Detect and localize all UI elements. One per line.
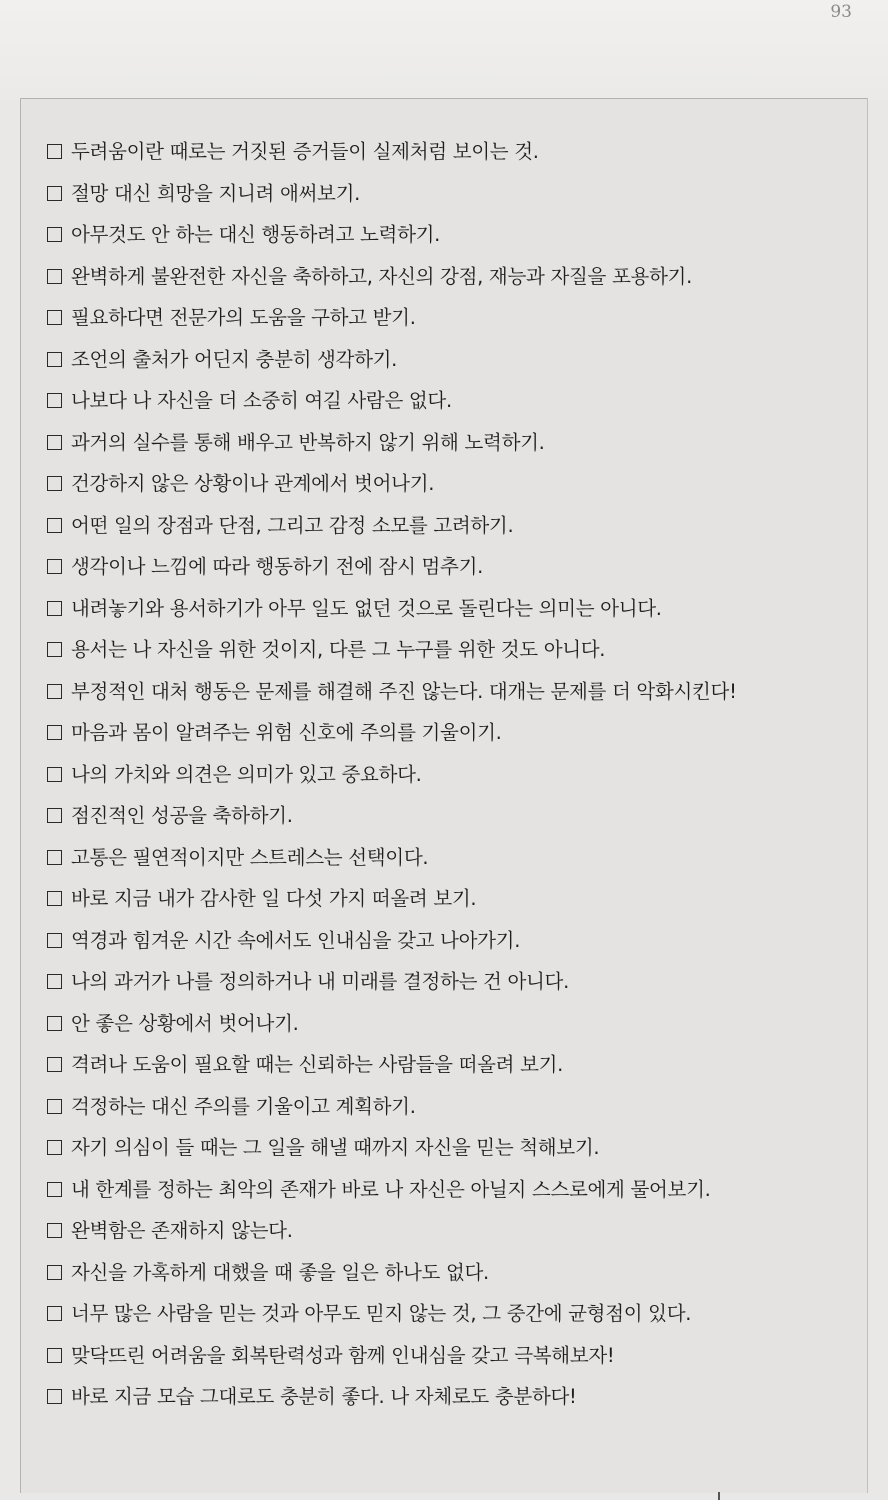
list-item-text: 나의 과거가 나를 정의하거나 내 미래를 결정하는 건 아니다.	[71, 970, 569, 993]
list-item-text: 내 한계를 정하는 최악의 존재가 바로 나 자신은 아닐지 스스로에게 물어보기.	[71, 1177, 711, 1201]
list-item	[47, 629, 857, 671]
list-item	[47, 297, 857, 339]
list-item	[47, 1003, 857, 1045]
checkbox[interactable]	[47, 1306, 62, 1321]
checkbox[interactable]	[47, 1099, 62, 1114]
list-item	[47, 1127, 857, 1169]
page-edge-mark	[718, 1492, 720, 1500]
list-item-text: 두려움이란 때로는 거짓된 증거들이 실제처럼 보이는 것.	[71, 140, 539, 163]
list-item	[47, 422, 857, 464]
list-item-text: 어떤 일의 장점과 단점, 그리고 감정 소모를 고려하기.	[71, 513, 514, 537]
list-item-text: 자기 의심이 들 때는 그 일을 해낼 때까지 자신을 믿는 척해보기.	[71, 1136, 600, 1159]
list-item-text: 절망 대신 희망을 지니려 애써보기.	[71, 181, 361, 205]
list-item-text: 완벽하게 불완전한 자신을 축하하고, 자신의 강점, 재능과 자질을 포용하기.	[71, 264, 692, 288]
checkbox[interactable]	[47, 684, 62, 699]
list-item-text: 아무것도 안 하는 대신 행동하려고 노력하기.	[71, 223, 441, 246]
list-item	[47, 380, 857, 422]
checkbox[interactable]	[47, 974, 62, 989]
list-item	[47, 131, 857, 173]
list-item	[47, 1293, 857, 1335]
checkbox[interactable]	[47, 352, 62, 367]
list-item	[47, 1252, 857, 1294]
list-item	[47, 671, 857, 713]
checkbox[interactable]	[47, 435, 62, 450]
checkbox[interactable]	[47, 601, 62, 616]
list-item	[47, 1335, 857, 1377]
list-item	[47, 961, 857, 1003]
list-item-text: 부정적인 대처 행동은 문제를 해결해 주진 않는다. 대개는 문제를 더 악화시킨다!	[71, 679, 737, 703]
list-item-text: 마음과 몸이 알려주는 위험 신호에 주의를 기울이기.	[71, 721, 502, 744]
list-item-text: 바로 지금 내가 감사한 일 다섯 가지 떠올려 보기.	[71, 887, 477, 910]
checkbox[interactable]	[47, 1140, 62, 1155]
checkbox[interactable]	[47, 476, 62, 491]
checkbox[interactable]	[47, 1016, 62, 1031]
list-item	[47, 712, 857, 754]
list-item	[47, 837, 857, 879]
checkbox[interactable]	[47, 808, 62, 823]
checkbox[interactable]	[47, 144, 62, 159]
page-top-margin	[0, 0, 888, 100]
list-item-text: 바로 지금 모습 그대로도 충분히 좋다. 나 자체로도 충분하다!	[71, 1385, 577, 1408]
list-item-text: 나보다 나 자신을 더 소중히 여길 사람은 없다.	[71, 389, 452, 412]
list-item	[47, 1044, 857, 1086]
checkbox[interactable]	[47, 1389, 62, 1404]
checkbox[interactable]	[47, 891, 62, 906]
list-item-text: 나의 가치와 의견은 의미가 있고 중요하다.	[71, 762, 422, 786]
checkbox[interactable]	[47, 1265, 62, 1280]
list-item	[47, 173, 857, 215]
list-item-text: 자신을 가혹하게 대했을 때 좋을 일은 하나도 없다.	[71, 1260, 489, 1284]
list-item-text: 과거의 실수를 통해 배우고 반복하지 않기 위해 노력하기.	[71, 430, 545, 454]
checkbox[interactable]	[47, 227, 62, 242]
list-item-text: 점진적인 성공을 축하하기.	[71, 804, 293, 827]
checkbox[interactable]	[47, 850, 62, 865]
checkbox[interactable]	[47, 642, 62, 657]
checkbox[interactable]	[47, 767, 62, 782]
list-item-text: 조언의 출처가 어딘지 충분히 생각하기.	[71, 347, 398, 371]
checkbox[interactable]	[47, 269, 62, 284]
page-number: 93	[830, 2, 852, 22]
list-item	[47, 795, 857, 837]
list-item-text: 걱정하는 대신 주의를 기울이고 계획하기.	[71, 1094, 416, 1118]
list-item-text: 필요하다면 전문가의 도움을 구하고 받기.	[71, 306, 416, 329]
checkbox[interactable]	[47, 1057, 62, 1072]
checkbox[interactable]	[47, 1348, 62, 1363]
checkbox[interactable]	[47, 186, 62, 201]
list-item	[47, 214, 857, 256]
checklist	[47, 131, 857, 1418]
list-item-text: 용서는 나 자신을 위한 것이지, 다른 그 누구를 위한 것도 아니다.	[71, 638, 606, 661]
list-item	[47, 546, 857, 588]
checkbox[interactable]	[47, 1182, 62, 1197]
list-item-text: 너무 많은 사람을 믿는 것과 아무도 믿지 않는 것, 그 중간에 균형점이 있다.	[71, 1302, 692, 1325]
list-item	[47, 463, 857, 505]
checkbox[interactable]	[47, 933, 62, 948]
checkbox[interactable]	[47, 518, 62, 533]
list-item	[47, 754, 857, 796]
checkbox[interactable]	[47, 310, 62, 325]
list-item	[47, 588, 857, 630]
list-item	[47, 920, 857, 962]
list-item-text: 고통은 필연적이지만 스트레스는 선택이다.	[71, 845, 429, 869]
list-item	[47, 1086, 857, 1128]
list-item-text: 생각이나 느낌에 따라 행동하기 전에 잠시 멈추기.	[71, 555, 484, 578]
list-item	[47, 256, 857, 298]
list-item	[47, 1376, 857, 1418]
list-item-text: 내려놓기와 용서하기가 아무 일도 없던 것으로 돌린다는 의미는 아니다.	[71, 596, 662, 620]
list-item-text: 역경과 힘겨운 시간 속에서도 인내심을 갖고 나아가기.	[71, 928, 521, 952]
list-item	[47, 1210, 857, 1252]
checkbox[interactable]	[47, 1223, 62, 1238]
list-item	[47, 339, 857, 381]
list-item-text: 맞닥뜨린 어려움을 회복탄력성과 함께 인내심을 갖고 극복해보자!	[71, 1343, 615, 1367]
checkbox[interactable]	[47, 559, 62, 574]
list-item	[47, 505, 857, 547]
checkbox[interactable]	[47, 393, 62, 408]
list-item-text: 건강하지 않은 상황이나 관계에서 벗어나기.	[71, 472, 435, 495]
list-item-text: 안 좋은 상황에서 벗어나기.	[71, 1011, 299, 1035]
checkbox[interactable]	[47, 725, 62, 740]
list-item-text: 완벽함은 존재하지 않는다.	[71, 1219, 293, 1242]
list-item	[47, 878, 857, 920]
list-item	[47, 1169, 857, 1211]
list-item-text: 격려나 도움이 필요할 때는 신뢰하는 사람들을 떠올려 보기.	[71, 1053, 564, 1076]
